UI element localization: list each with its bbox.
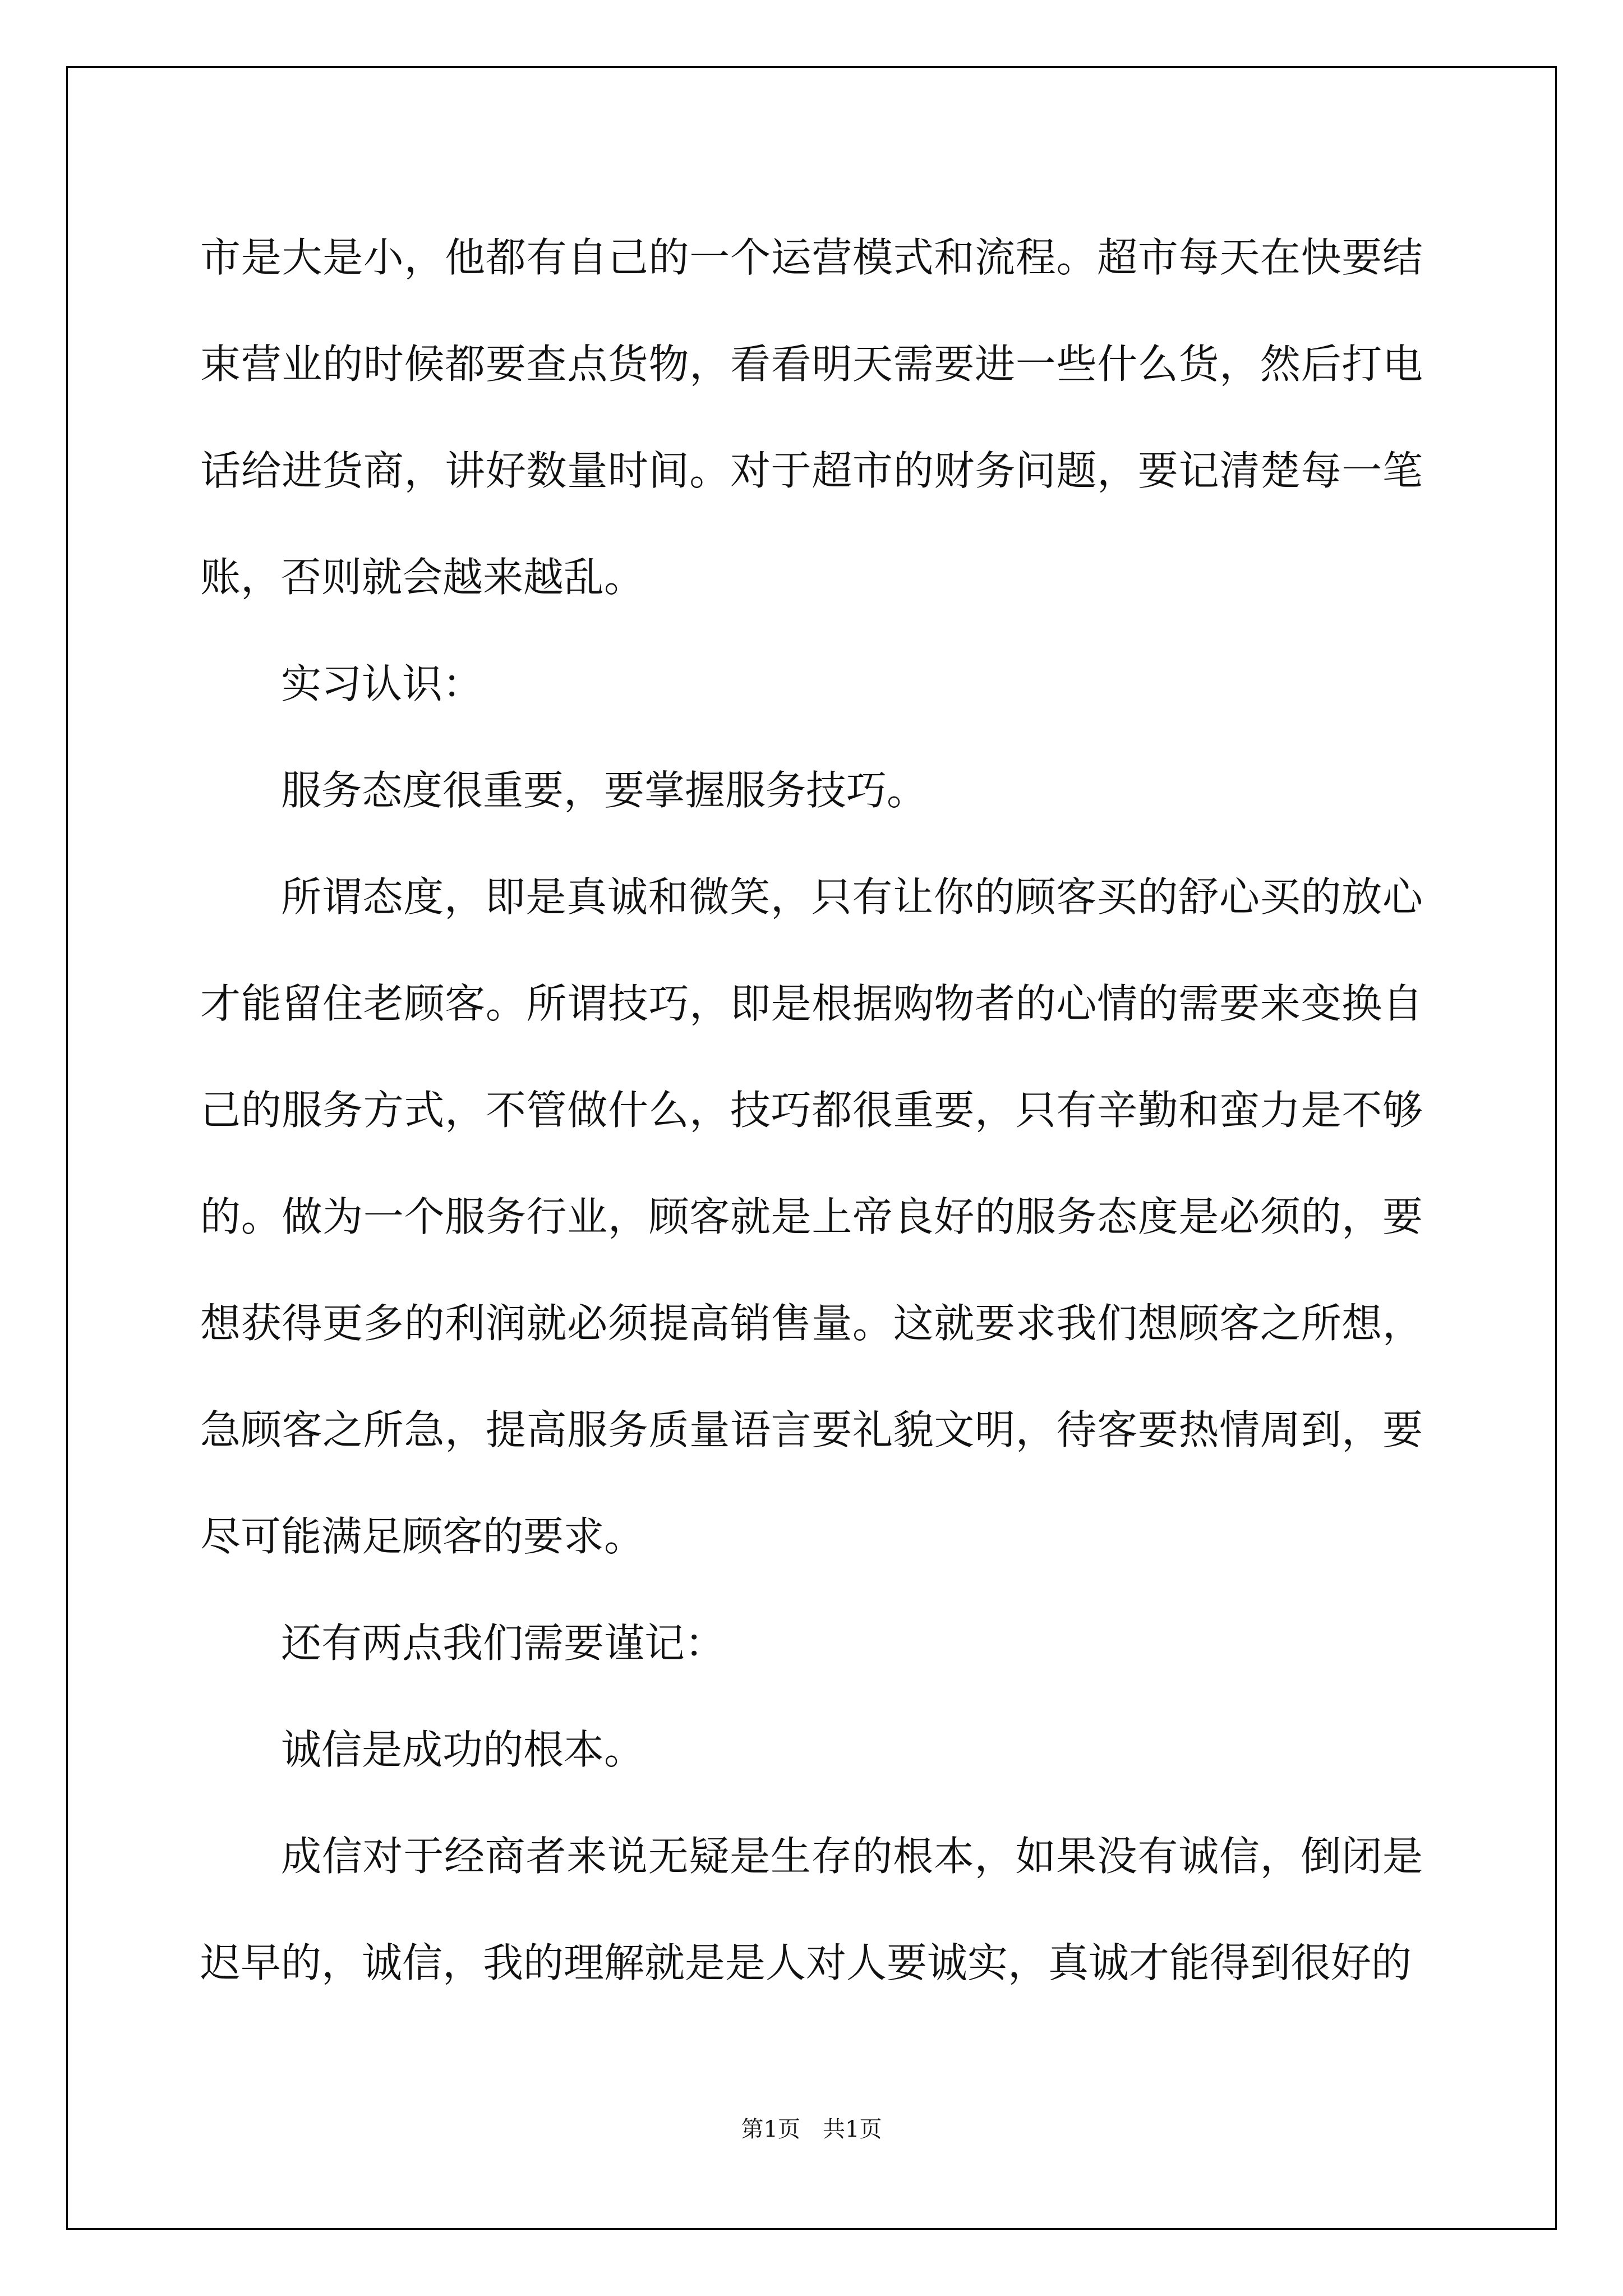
section-heading: 实习认识：	[281, 660, 483, 707]
section-heading: 还有两点我们需要谨记：	[281, 1619, 726, 1667]
page-number-footer: 第1页 共1页	[741, 2116, 882, 2142]
paragraph: 成信对于经商者来说无疑是生存的根本，如果没有诚信，倒闭是迟早的，诚信，我的理解就是是人对人要诚实，真诚才能得到很好的	[200, 1833, 1423, 1986]
paragraph: 服务态度很重要，要掌握服务技巧。	[281, 767, 928, 814]
document-body	[200, 204, 1423, 2016]
paragraph: 所谓态度，即是真诚和微笑，只有让你的顾客买的舒心买的放心才能留住老顾客。所谓技巧，即是根据购物者的心情的需要来变换自己的服务方式，不管做什么，技巧都很重要，只有辛勤和蛮力是不够的。做为一个服务行业，顾客就是上帝良好的服务态度是必须的，要想获得更多的利润就必须提高销售量。这就要求我们想顾客之所想，急顾客之所急，提高服务质量语言要礼貌文明，待客要热情周到，要尽可能满足顾客的要求。	[200, 873, 1423, 1560]
paragraph: 诚信是成功的根本。	[281, 1726, 645, 1773]
paragraph: 市是大是小，他都有自己的一个运营模式和流程。超市每天在快要结束营业的时候都要查点货物，看看明天需要进一些什么货，然后打电话给进货商，讲好数量时间。对于超市的财务问题，要记清楚每一笔账，否则就会越来越乱。	[200, 234, 1423, 601]
